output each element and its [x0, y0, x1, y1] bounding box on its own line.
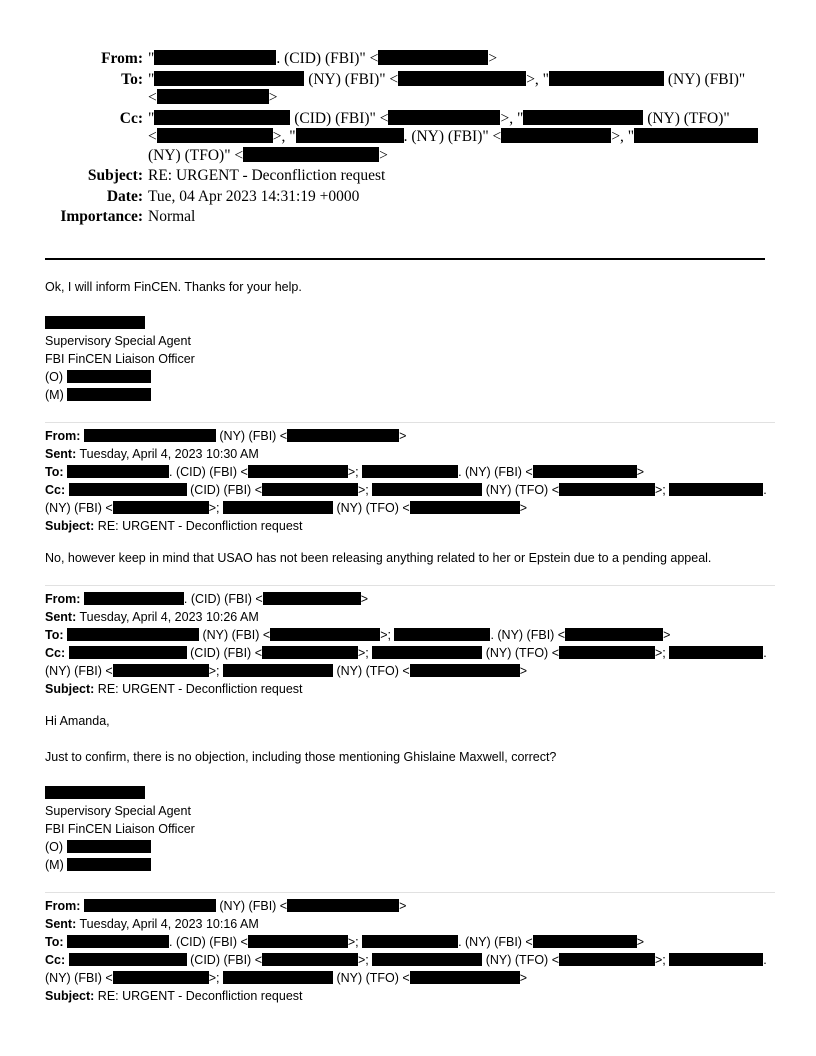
signature-title: Supervisory Special Agent — [45, 804, 191, 818]
redaction — [223, 501, 333, 514]
redaction — [372, 953, 482, 966]
quote-cc-label: Cc: — [45, 646, 66, 660]
header-cc-tag-1: (CID) (FBI)" < — [294, 109, 389, 127]
quote-to-label: To: — [45, 935, 64, 949]
redaction — [669, 483, 763, 496]
header-to-tag-1: (NY) (FBI)" < — [308, 70, 399, 88]
redaction — [243, 147, 379, 162]
quote-subject-label: Subject: — [45, 682, 95, 696]
header-cc-tag-3: . (NY) (FBI)" < — [403, 128, 502, 145]
redaction — [362, 465, 458, 478]
header-from-tag: . (CID) (FBI)" < — [276, 50, 379, 67]
email-header — [0, 50, 816, 229]
redaction — [113, 971, 209, 984]
email-body — [45, 278, 775, 1019]
header-cc-tag-4: (NY) (TFO)" < — [148, 146, 244, 164]
redaction — [223, 664, 333, 677]
header-subject: RE: URGENT - Deconfliction request — [148, 167, 386, 184]
quote-subject: RE: URGENT - Deconfliction request — [97, 682, 303, 696]
redaction — [67, 628, 199, 641]
quoted-message-1: From: (NY) (FBI) < > Sent: Tuesday, April 4, 2023 10:30 AM To: . (CID) (FBI) < >; . (NY) (FBI) < > Cc: (CID) (FBI) < >; (NY) (TFO) < >; . (NY) (FBI) < >; (NY) (TFO) < > Subject: RE: URGENT - Deconfliction request — [45, 422, 775, 535]
redaction — [559, 483, 655, 496]
redaction — [154, 71, 304, 86]
quote-to-tag-2: . (NY) (FBI) < — [458, 465, 533, 479]
redaction — [270, 628, 380, 641]
header-from-row: From: " . (CID) (FBI)" < > — [0, 50, 816, 69]
signature-mobile-label: (M) — [45, 858, 64, 872]
quote-from-label: From: — [45, 429, 81, 443]
quote-from-label: From: — [45, 592, 81, 606]
quote-cc-label: Cc: — [45, 483, 66, 497]
quote-from-tag: (NY) (FBI) < — [219, 429, 288, 443]
redaction — [362, 935, 458, 948]
header-subject-row — [0, 167, 816, 186]
redaction — [410, 664, 520, 677]
redaction — [410, 971, 520, 984]
redaction — [634, 128, 758, 143]
signature-title: Supervisory Special Agent — [45, 334, 191, 348]
quote-sent: Tuesday, April 4, 2023 10:30 AM — [79, 447, 259, 461]
redaction — [157, 128, 273, 143]
signature-name-redaction — [45, 786, 145, 799]
redaction — [67, 840, 151, 853]
redaction — [69, 953, 187, 966]
header-importance-label: Importance: — [60, 208, 143, 225]
quote-sent-label: Sent: — [45, 917, 77, 931]
redaction — [67, 465, 169, 478]
redaction — [372, 483, 482, 496]
redaction — [533, 465, 637, 478]
quote2-greeting: Hi Amanda, — [45, 714, 110, 728]
redaction — [67, 388, 151, 401]
header-subject-label: Subject: — [87, 167, 143, 184]
redaction — [113, 501, 209, 514]
redaction — [372, 646, 482, 659]
redaction — [67, 858, 151, 871]
redaction — [67, 935, 169, 948]
header-importance: Normal — [148, 208, 196, 225]
quote-cc-label: Cc: — [45, 953, 66, 967]
quote-to-label: To: — [45, 465, 64, 479]
redaction — [296, 128, 404, 143]
signature-role: FBI FinCEN Liaison Officer — [45, 352, 195, 366]
header-date-label: Date: — [106, 187, 143, 205]
redaction — [669, 953, 763, 966]
header-to-label: To: — [121, 70, 143, 88]
quote-subject: RE: URGENT - Deconfliction request — [97, 519, 303, 533]
quoted-message-3: From: (NY) (FBI) < > Sent: Tuesday, April 4, 2023 10:16 AM To: . (CID) (FBI) < >; . (NY) (FBI) < > Cc: (CID) (FBI) < >; (NY) (TFO) < >; . (NY) (FBI) < >; (NY) (TFO) < > Subject: RE: URGENT - Deconfliction request — [45, 892, 775, 1005]
redaction — [523, 110, 643, 125]
signature-name-redaction — [45, 316, 145, 329]
redaction — [69, 483, 187, 496]
redaction — [223, 971, 333, 984]
redaction — [84, 429, 216, 442]
redaction — [262, 483, 358, 496]
redaction — [248, 935, 348, 948]
quote-to-tag-2: . (NY) (FBI) < — [458, 935, 533, 949]
redaction — [378, 50, 488, 65]
redaction — [549, 71, 664, 86]
redaction — [565, 628, 663, 641]
redaction — [67, 370, 151, 383]
quote-from-tag: . (CID) (FBI) < — [183, 592, 263, 606]
header-to-tag-2: (NY) (FBI)" — [667, 70, 746, 88]
quote-subject: RE: URGENT - Deconfliction request — [97, 989, 303, 1003]
signature-block — [45, 784, 775, 874]
quote-subject-label: Subject: — [45, 989, 95, 1003]
header-importance-row — [0, 208, 816, 227]
redaction — [113, 664, 209, 677]
quote-to-tag-1: . (CID) (FBI) < — [169, 465, 248, 479]
redaction — [262, 646, 358, 659]
redaction — [410, 501, 520, 514]
quote-sent-label: Sent: — [45, 610, 77, 624]
quote-from-tag: (NY) (FBI) < — [219, 899, 288, 913]
quote-subject-label: Subject: — [45, 519, 95, 533]
quote2-body: Just to confirm, there is no objection, including those mentioning Ghislaine Maxwell, correct? — [45, 750, 557, 764]
quote1-body: No, however keep in mind that USAO has not been releasing anything related to her or Epstein due to a pending appeal. — [45, 551, 712, 565]
redaction — [533, 935, 637, 948]
quoted-message-2: From: . (CID) (FBI) < > Sent: Tuesday, April 4, 2023 10:26 AM To: (NY) (FBI) < >; . (NY) (FBI) < > Cc: (CID) (FBI) < >; (NY) (TFO) < >; . (NY) (FBI) < >; (NY) (TFO) < > Subject: RE: URGENT - Deconfliction request — [45, 585, 775, 698]
redaction — [388, 110, 500, 125]
redaction — [501, 128, 611, 143]
quote-sent: Tuesday, April 4, 2023 10:16 AM — [79, 917, 259, 931]
header-divider — [45, 258, 765, 260]
quote-to-tag-1: (NY) (FBI) < — [202, 628, 271, 642]
quote-sent-label: Sent: — [45, 447, 77, 461]
signature-role: FBI FinCEN Liaison Officer — [45, 822, 195, 836]
signature-office-label: (O) — [45, 840, 64, 854]
redaction — [84, 899, 216, 912]
header-date-row — [0, 188, 816, 207]
header-cc-label: Cc: — [119, 109, 143, 127]
redaction — [394, 628, 490, 641]
header-to-row: To: " (NY) (FBI)" < >, " (NY) (FBI)" < > — [0, 71, 816, 108]
signature-block — [45, 314, 775, 404]
signature-mobile-label: (M) — [45, 388, 64, 402]
redaction — [669, 646, 763, 659]
redaction — [559, 953, 655, 966]
redaction — [69, 646, 187, 659]
header-cc-tag-2: (NY) (TFO)" — [647, 109, 730, 127]
signature-office-label: (O) — [45, 370, 64, 384]
quote-to-tag-2: . (NY) (FBI) < — [490, 628, 566, 642]
quote-to-tag-1: . (CID) (FBI) < — [169, 935, 248, 949]
redaction — [154, 110, 290, 125]
redaction — [263, 592, 361, 605]
redaction — [154, 50, 276, 65]
quote-from-label: From: — [45, 899, 81, 913]
redaction — [262, 953, 358, 966]
quote-to-label: To: — [45, 628, 64, 642]
redaction — [398, 71, 526, 86]
redaction — [84, 592, 184, 605]
redaction — [287, 429, 399, 442]
reply-text: Ok, I will inform FinCEN. Thanks for your help. — [45, 280, 302, 294]
redaction — [248, 465, 348, 478]
header-cc-row: Cc: " (CID) (FBI)" < >, " (NY) (TFO)" < >, " . (NY) (FBI)" < >, " (NY) (TFO)" < > — [0, 110, 816, 166]
redaction — [287, 899, 399, 912]
redaction — [157, 89, 269, 104]
quote-sent: Tuesday, April 4, 2023 10:26 AM — [79, 610, 259, 624]
header-date: Tue, 04 Apr 2023 14:31:19 +0000 — [148, 187, 360, 205]
header-from-label: From: — [101, 50, 143, 67]
redaction — [559, 646, 655, 659]
